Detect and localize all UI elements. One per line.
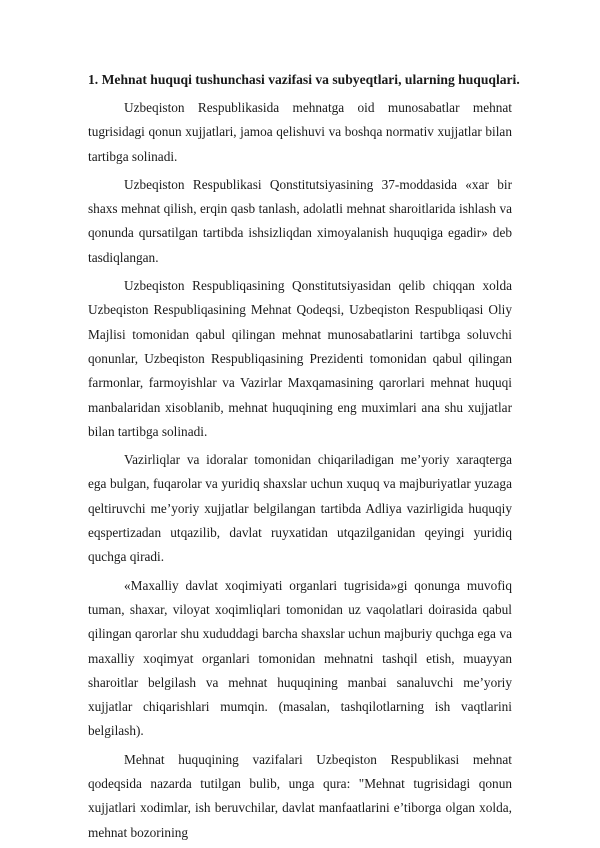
paragraph-6: Mehnat huquqining vazifalari Uzbeqiston Respublikasi mehnat qodeqsida nazarda tutilgan bulib, unga qura: "Mehnat tugrisidagi qonun xujjatlari xodimlar, ish beruvchilar, davlat manfaatlarini e’tiborga olgan xolda, mehnat bozorining — [88, 751, 512, 840]
document-heading: 1. Mehnat huquqi tushunchasi vazifasi va subyeqtlari, ularning huquqlari. — [88, 72, 520, 87]
paragraph-3: Uzbeqiston Respubliqasining Qonstitutsiyasidan qelib chiqqan xolda Uzbeqiston Respubliqasining Mehnat Qodeqsi, Uzbeqiston Respubliqasi Oliy Majlisi tomonidan qabul qilingan mehnat munosabatlarini tartibga soluvchi qonunlar, Uzbeqiston Respubliqasining Prezidenti tomonidan qabul qilingan farmonlar, farmoyishlar va Vazirlar Maxqamasining qarorlari mehnat huquqi manbalaridan xisoblanib, mehnat huquqining eng muximlari ana shu xujjatlar bilan tartibga solinadi. — [88, 278, 512, 439]
paragraph-4: Vazirliqlar va idoralar tomonidan chiqariladigan me’yoriy xaraqterga ega bulgan, fuqarolar va yuridiq shaxslar uchun xuquq va majburiyatlar yuzaga qeltiruvchi me’yoriy xujjatlar belgilangan tartibda Adliya vazirligida huquqiy eqspertizadan utqazilib, davlat ruyxatidan utqazilganidan qeyingi yuridiq quchga qiradi. — [88, 452, 512, 565]
paragraph-1: Uzbeqiston Respublikasida mehnatga oid munosabatlar mehnat tugrisidagi qonun xujjatlari, jamoa qelishuvi va boshqa normativ xujjatlar bilan tartibga solinadi. — [88, 100, 512, 164]
paragraph-2: Uzbeqiston Respublikasi Qonstitutsiyasining 37-moddasida «xar bir shaxs mehnat qilish, erqin qasb tanlash, adolatli mehnat sharoitlarida ishlash va qonunda qursatilgan tartibda ishsizliqdan ximoyalanish huquqiga egadir» deb tasdiqlangan. — [88, 176, 512, 265]
paragraph-5: «Maxalliy davlat xoqimiyati organlari tugrisida»gi qonunga muvofiq tuman, shaxar, viloyat xoqimliqlari tomonidan uz vaqolatlari doirasida qabul qilingan qarorlar shu xududdagi barcha shaxslar uchun majburiy quchga ega va maxalliy xoqimyat organlari tomonidan mehnatni tashqil etish, muayyan sharoitlar belgilash va mehnat huquqining manbai sanaluvchi me’yoriy xujjatlar chiqarishlari mumqin. (masalan, tashqilotlarning ish vaqtlarini belgilash). — [88, 577, 512, 739]
